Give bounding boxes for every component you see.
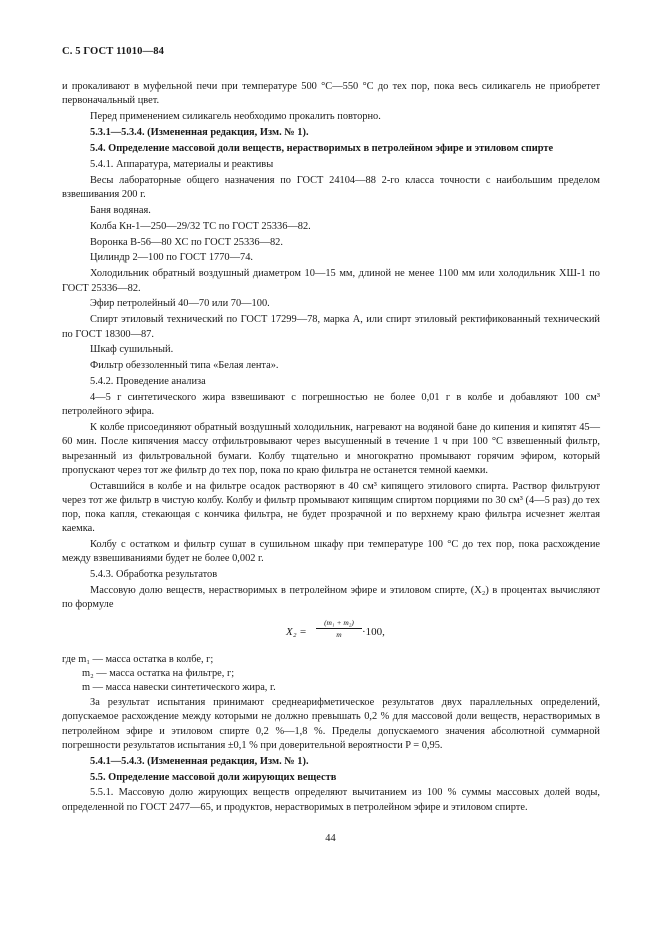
paragraph: Воронка В-56—80 ХС по ГОСТ 25336—82. [90, 236, 283, 248]
paragraph: Колба Кн-1—250—29/32 ТС по ГОСТ 25336—82. [90, 220, 311, 232]
definition: где m₁ — масса остатка в колбе, г; [62, 653, 214, 665]
subsection-heading: 5.4.1. Аппаратура, материалы и реактивы [90, 158, 274, 170]
paragraph: К колбе присоединяют обратный воздушный холодильник, нагревают на водяной бане до кипения и кипятят 45—60 мин. После кипячения массу отфильтровывают через высушенный в течение 1 ч при 100 °С взвешенный фильтр, вырезанный из фильтровальной бумаги. Колбу тщательно и многократно промывают горячим эфиром, который пропускают через тот же фильтр до тех пор, пока по краю фильтра не останется темной каемки. [62, 422, 600, 476]
formula-fraction [316, 618, 362, 639]
paragraph: Холодильник обратный воздушный диаметром 10—15 мм, длиной не менее 1100 мм или холодильник ХШ-1 по ГОСТ 25336—82. [62, 268, 600, 294]
definition: m — масса навески синтетического жира, г. [82, 681, 276, 693]
paragraph: 4—5 г синтетического жира взвешивают с погрешностью не более 0,01 г в колбе и добавляют 100 см³ петролейного эфира. [62, 392, 600, 418]
formula [62, 618, 600, 646]
page-header: С. 5 ГОСТ 11010—84 [62, 46, 164, 57]
section-heading: 5.5. Определение массовой доли жирующих веществ [90, 771, 337, 783]
paragraph: Перед применением силикагель необходимо прокалить повторно. [90, 111, 381, 123]
section-heading: 5.4. Определение массовой доли веществ, нерастворимых в петролейном эфире и этиловом спирте [90, 142, 554, 154]
subsection-heading: 5.4.2. Проведение анализа [90, 376, 206, 388]
paragraph: Баня водяная. [90, 204, 151, 216]
formula-denominator: m [336, 629, 342, 639]
paragraph: Спирт этиловый технический по ГОСТ 17299—78, марка А, или спирт этиловый ректификованный технический по ГОСТ 18300—87. [62, 314, 600, 340]
document-body [62, 80, 600, 817]
definition: m₂ — масса остатка на фильтре, г; [82, 667, 235, 679]
subsection-heading: 5.4.3. Обработка результатов [90, 569, 218, 581]
paragraph: Колбу с остатком и фильтр сушат в сушильном шкафу при температуре 100 °С до тех пор, пока расхождение между взвешиваниями будет не более 0,002 г. [62, 539, 600, 565]
paragraph: Цилиндр 2—100 по ГОСТ 1770—74. [90, 252, 253, 264]
paragraph: и прокаливают в муфельной печи при температуре 500 °С—550 °С до тех пор, пока весь силикагель не приобретет первоначальный цвет. [62, 81, 600, 107]
page-number: 44 [325, 833, 336, 844]
formula-numerator: (m₁ + m₂) [316, 618, 362, 629]
formula-rhs: ·100, [362, 625, 385, 638]
formula-lhs: X₂ = [286, 625, 307, 638]
amendment-note: 5.4.1—5.4.3. (Измененная редакция, Изм. № 1). [90, 755, 309, 767]
amendment-note: 5.3.1—5.3.4. (Измененная редакция, Изм. № 1). [90, 126, 309, 138]
paragraph: Весы лабораторные общего назначения по ГОСТ 24104—88 2-го класса точности с наибольшим пределом взвешивания 200 г. [62, 174, 600, 200]
paragraph: Эфир петролейный 40—70 или 70—100. [90, 298, 270, 310]
paragraph: Фильтр обеззоленный типа «Белая лента». [90, 360, 279, 372]
paragraph: Шкаф сушильный. [90, 344, 174, 356]
paragraph: Массовую долю веществ, нерастворимых в петролейном эфире и этиловом спирте, (X₂) в процентах вычисляют по формуле [62, 585, 600, 611]
paragraph: За результат испытания принимают среднеарифметическое результатов двух параллельных определений, допускаемое расхождение между которыми не должно превышать 0,2 % для массовой доли веществ, нерастворимых в петролейном эфире и этиловом спирте 0,2 %—1,8 %. Пределы допускаемого значения абсолютной суммарной погрешности результатов испытания ±0,1 % при доверительной вероятности P = 0,95. [62, 697, 600, 751]
formula-definitions [62, 653, 600, 696]
paragraph: 5.5.1. Массовую долю жирующих веществ определяют вычитанием из 100 % суммы массовых долей воды, определенной по ГОСТ 2477—65, и продуктов, нерастворимых в петролейном эфире и этиловом спирте. [62, 787, 600, 813]
paragraph: Оставшийся в колбе и на фильтре осадок растворяют в 40 см³ кипящего этилового спирта. Раствор фильтруют через тот же фильтр в чистую колбу. Колбу и фильтр промывают кипящим спиртом порциями по 30 см³ (4—5 раз) до тех пор, пока капля, стекающая с кончика фильтра, не будет прозрачной и по верхнему краю фильтра исчезнет желтая каемка. [62, 480, 600, 535]
